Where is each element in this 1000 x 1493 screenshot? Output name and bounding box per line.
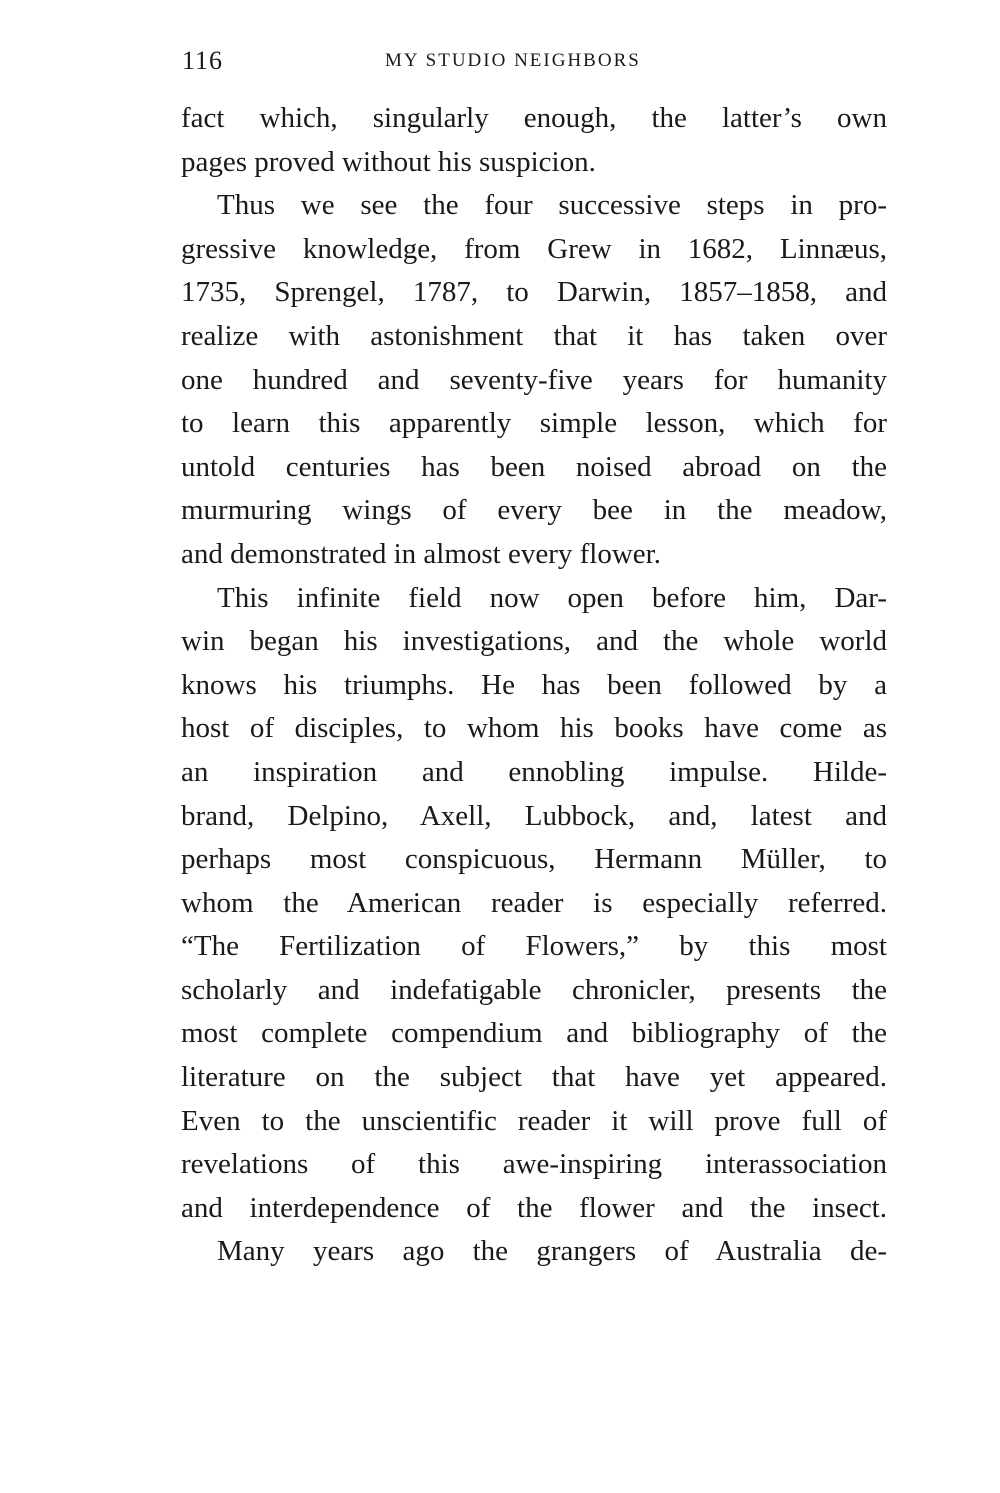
text-line: gressive knowledge, from Grew in 1682, Linnæus, [181,232,887,265]
text-line: fact which, singularly enough, the latter’s own [181,102,887,134]
text-line: 1735, Sprengel, 1787, to Darwin, 1857–1858, and [181,276,887,309]
body-text [181,97,887,1274]
running-title: MY STUDIO NEIGHBORS [385,50,641,71]
text-line: to learn this apparently simple lesson, which for [181,407,887,440]
text-line: perhaps most conspicuous, Hermann Müller, to [181,843,887,876]
text-line: knows his triumphs. He has been followed by a [181,668,887,701]
text-line: Many years ago the grangers of Australia de- [217,1235,887,1268]
text-line: murmuring wings of every bee in the meadow, [181,494,887,527]
text-line: untold centuries has been noised abroad on the [181,450,887,483]
text-line: most complete compendium and bibliography of the [181,1017,887,1050]
text-line: This infinite field now open before him, Dar- [217,581,887,614]
text-line: pages proved without his suspicion. [181,145,596,178]
page-number: 116 [182,46,224,75]
text-line: win began his investigations, and the whole world [181,625,887,658]
text-line: realize with astonishment that it has taken over [181,319,887,352]
text-line: brand, Delpino, Axell, Lubbock, and, latest and [181,799,887,832]
text-line: revelations of this awe-inspiring interassociation [181,1148,887,1181]
text-line: Even to the unscientific reader it will prove full of [181,1104,887,1137]
text-line: and demonstrated in almost every flower. [181,537,661,570]
text-line: Thus we see the four successive steps in pro- [217,189,887,222]
text-line: one hundred and seventy-five years for humanity [181,363,887,396]
text-line: literature on the subject that have yet appeared. [181,1061,887,1094]
text-line: “The Fertilization of Flowers,” by this most [181,930,887,963]
text-line: and interdependence of the flower and the insect. [181,1191,887,1224]
text-line: scholarly and indefatigable chronicler, presents the [181,973,887,1006]
text-line: whom the American reader is especially referred. [181,886,887,919]
text-line: host of disciples, to whom his books have come as [181,712,887,745]
text-line: an inspiration and ennobling impulse. Hilde- [181,755,887,788]
running-head [182,44,888,78]
